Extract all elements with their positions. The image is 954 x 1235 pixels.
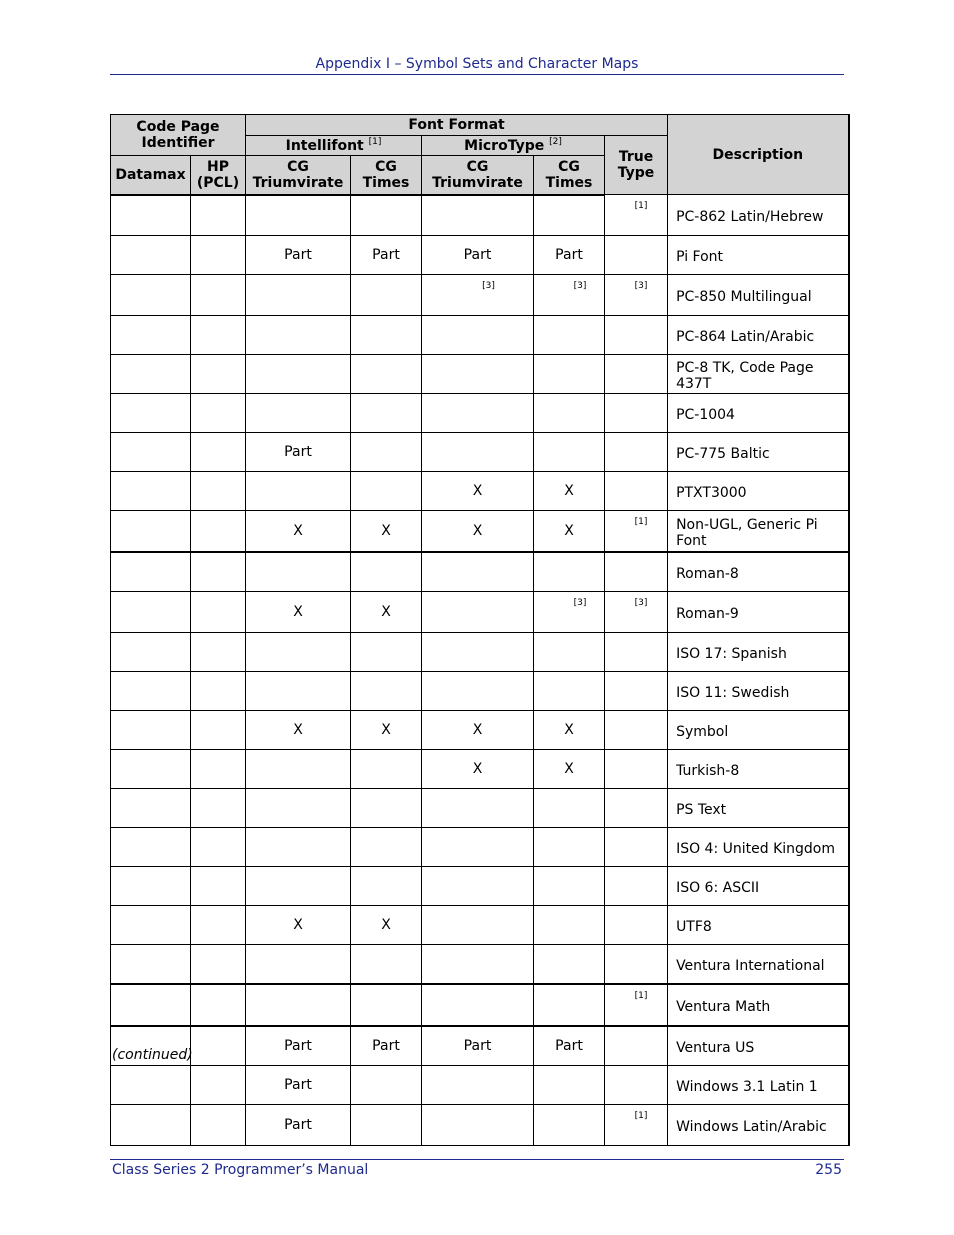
table-cell	[191, 1105, 246, 1146]
table-cell	[605, 433, 668, 472]
table-cell	[422, 906, 534, 945]
description-cell: Ventura International	[668, 945, 849, 985]
table-cell	[111, 906, 191, 945]
table-cell	[351, 394, 422, 433]
table-cell	[351, 472, 422, 511]
table-row	[111, 906, 849, 945]
table-row	[111, 433, 849, 472]
table-cell: X	[351, 711, 422, 750]
table-cell	[605, 906, 668, 945]
table-cell	[111, 472, 191, 511]
table-cell	[534, 867, 605, 906]
table-cell	[246, 867, 351, 906]
table-row	[111, 984, 849, 1026]
table-cell	[605, 1026, 668, 1066]
table-cell	[422, 195, 534, 236]
table-cell	[351, 316, 422, 355]
description-cell: Windows Latin/Arabic	[668, 1105, 849, 1146]
table-cell	[111, 1105, 191, 1146]
table-row	[111, 275, 849, 316]
microtype-cg-times-header: CG Times	[534, 156, 605, 195]
table-cell	[422, 633, 534, 672]
table-cell: X	[534, 711, 605, 750]
table-cell	[111, 355, 191, 394]
table-cell	[351, 552, 422, 592]
table-row	[111, 711, 849, 750]
table-cell	[191, 433, 246, 472]
true-type-header: True Type	[605, 136, 668, 195]
page-header-title: Appendix I – Symbol Sets and Character Maps	[315, 56, 639, 72]
hp-pcl-header: HP (PCL)	[191, 156, 246, 195]
table-cell: Part	[246, 433, 351, 472]
microtype-header: MicroType [2]	[422, 136, 605, 156]
table-cell	[246, 633, 351, 672]
description-cell: Roman-8	[668, 552, 849, 592]
table-cell	[191, 355, 246, 394]
table-cell	[191, 592, 246, 633]
description-cell: Non-UGL, Generic Pi Font	[668, 511, 849, 553]
table-cell	[422, 828, 534, 867]
table-cell	[246, 355, 351, 394]
description-cell: Ventura Math	[668, 984, 849, 1026]
table-cell	[191, 1026, 246, 1066]
table-cell	[422, 984, 534, 1026]
table-cell	[191, 867, 246, 906]
symbol-set-table	[110, 114, 850, 1146]
table-cell	[605, 1066, 668, 1105]
intellifont-cg-triumvirate-header: CG Triumvirate	[246, 156, 351, 195]
table-cell	[191, 552, 246, 592]
table-cell	[605, 355, 668, 394]
table-cell	[246, 195, 351, 236]
table-cell	[246, 672, 351, 711]
description-cell: ISO 11: Swedish	[668, 672, 849, 711]
table-row	[111, 1105, 849, 1146]
description-cell: PTXT3000	[668, 472, 849, 511]
table-cell	[191, 316, 246, 355]
table-cell: X	[246, 711, 351, 750]
table-cell	[534, 633, 605, 672]
table-cell: [3]	[605, 592, 668, 633]
table-cell	[111, 511, 191, 553]
description-cell: Turkish-8	[668, 750, 849, 789]
intellifont-footnote: [1]	[368, 136, 382, 147]
table-cell: X	[351, 906, 422, 945]
table-row	[111, 511, 849, 553]
description-cell: PC-850 Multilingual	[668, 275, 849, 316]
table-cell	[422, 355, 534, 394]
table-cell	[351, 945, 422, 985]
table-cell	[246, 828, 351, 867]
table-cell: X	[422, 750, 534, 789]
footer-page-number: 255	[815, 1162, 842, 1178]
description-cell: Pi Font	[668, 236, 849, 275]
description-cell: PC-8 TK, Code Page 437T	[668, 355, 849, 394]
table-cell	[534, 828, 605, 867]
table-row	[111, 552, 849, 592]
table-cell: Part	[534, 1026, 605, 1066]
table-cell	[191, 236, 246, 275]
table-cell	[605, 828, 668, 867]
table-cell	[534, 433, 605, 472]
table-cell	[422, 945, 534, 985]
table-cell	[534, 1066, 605, 1105]
description-cell: Ventura US	[668, 1026, 849, 1066]
table-row	[111, 750, 849, 789]
table-cell	[351, 828, 422, 867]
microtype-cg-triumvirate-header: CG Triumvirate	[422, 156, 534, 195]
table-cell	[191, 711, 246, 750]
table-row	[111, 592, 849, 633]
table-cell: [3]	[534, 592, 605, 633]
table-cell	[111, 867, 191, 906]
table-row	[111, 316, 849, 355]
table-cell	[605, 750, 668, 789]
table-cell: X	[351, 511, 422, 553]
table-cell: Part	[246, 1066, 351, 1105]
description-cell: Symbol	[668, 711, 849, 750]
table-cell: Part	[351, 1026, 422, 1066]
table-cell	[191, 511, 246, 553]
table-cell: X	[534, 472, 605, 511]
table-cell	[191, 1066, 246, 1105]
table-cell	[111, 633, 191, 672]
table-cell: [1]	[605, 984, 668, 1026]
table-cell	[605, 711, 668, 750]
table-cell	[534, 316, 605, 355]
table-cell: Part	[534, 236, 605, 275]
microtype-footnote: [2]	[549, 136, 562, 147]
table-cell: X	[422, 711, 534, 750]
description-cell: ISO 6: ASCII	[668, 867, 849, 906]
table-cell	[605, 633, 668, 672]
description-cell: PC-1004	[668, 394, 849, 433]
table-cell	[111, 672, 191, 711]
description-cell: Windows 3.1 Latin 1	[668, 1066, 849, 1105]
table-cell	[534, 789, 605, 828]
table-cell: [1]	[605, 511, 668, 553]
table-cell	[422, 1105, 534, 1146]
table-cell	[351, 789, 422, 828]
table-cell	[246, 316, 351, 355]
table-cell	[534, 195, 605, 236]
table-cell	[605, 672, 668, 711]
table-cell	[111, 236, 191, 275]
table-cell	[351, 984, 422, 1026]
table-cell: Part	[422, 1026, 534, 1066]
table-cell	[534, 552, 605, 592]
table-cell	[191, 275, 246, 316]
description-header: Description	[668, 115, 849, 195]
table-cell	[111, 1066, 191, 1105]
table-cell	[534, 945, 605, 985]
table-cell	[605, 394, 668, 433]
table-cell	[422, 789, 534, 828]
table-cell	[422, 394, 534, 433]
table-cell	[246, 984, 351, 1026]
table-cell	[422, 1066, 534, 1105]
table-cell	[351, 867, 422, 906]
table-cell	[534, 1105, 605, 1146]
table-cell	[351, 433, 422, 472]
table-cell	[191, 945, 246, 985]
table-row	[111, 828, 849, 867]
table-cell	[111, 316, 191, 355]
table-row	[111, 195, 849, 236]
table-cell	[191, 472, 246, 511]
code-page-identifier-header: Code Page Identifier	[111, 115, 246, 156]
table-cell	[191, 633, 246, 672]
table-cell: X	[351, 592, 422, 633]
table-cell	[111, 592, 191, 633]
table-body	[111, 195, 849, 1146]
description-cell: Roman-9	[668, 592, 849, 633]
table-cell	[422, 433, 534, 472]
table-cell	[111, 711, 191, 750]
table-cell	[191, 394, 246, 433]
table-cell	[534, 672, 605, 711]
table-cell	[111, 433, 191, 472]
table-cell	[246, 275, 351, 316]
table-cell	[422, 552, 534, 592]
table-cell	[534, 906, 605, 945]
table-cell	[111, 789, 191, 828]
table-cell: [1]	[605, 1105, 668, 1146]
table-cell: X	[246, 511, 351, 553]
table-cell	[191, 195, 246, 236]
continued-note: (continued)	[112, 1047, 193, 1063]
table-cell	[246, 789, 351, 828]
table-cell	[351, 672, 422, 711]
table-cell	[191, 984, 246, 1026]
table-cell: Part	[351, 236, 422, 275]
description-cell: PC-775 Baltic	[668, 433, 849, 472]
table-cell	[422, 592, 534, 633]
table-row	[111, 1026, 849, 1066]
table-cell	[351, 275, 422, 316]
table-cell	[111, 984, 191, 1026]
table-cell	[422, 867, 534, 906]
intellifont-header: Intellifont [1]	[246, 136, 422, 156]
table-cell	[111, 828, 191, 867]
table-cell: X	[422, 511, 534, 553]
table-cell	[191, 672, 246, 711]
table-cell	[111, 394, 191, 433]
table-cell: Part	[246, 236, 351, 275]
table-cell	[246, 472, 351, 511]
table-cell	[111, 275, 191, 316]
table-cell	[191, 750, 246, 789]
table-cell	[422, 672, 534, 711]
datamax-header: Datamax	[111, 156, 191, 195]
table-row	[111, 394, 849, 433]
table-cell	[351, 195, 422, 236]
table-cell	[605, 789, 668, 828]
description-cell: ISO 17: Spanish	[668, 633, 849, 672]
table-cell: X	[422, 472, 534, 511]
table-row	[111, 355, 849, 394]
description-cell: PS Text	[668, 789, 849, 828]
table-cell	[534, 394, 605, 433]
table-row	[111, 945, 849, 985]
description-cell: PC-862 Latin/Hebrew	[668, 195, 849, 236]
table-cell	[111, 945, 191, 985]
table-row	[111, 472, 849, 511]
table-cell	[191, 789, 246, 828]
intellifont-cg-times-header: CG Times	[351, 156, 422, 195]
table-row	[111, 1066, 849, 1105]
table-cell	[111, 195, 191, 236]
table-cell	[605, 867, 668, 906]
table-cell	[246, 750, 351, 789]
table-cell	[246, 394, 351, 433]
table-row	[111, 236, 849, 275]
table-row	[111, 789, 849, 828]
table-row	[111, 633, 849, 672]
description-cell: PC-864 Latin/Arabic	[668, 316, 849, 355]
table-cell	[605, 316, 668, 355]
table-cell	[351, 1105, 422, 1146]
footer-manual-title: Class Series 2 Programmer’s Manual	[112, 1162, 369, 1178]
table-cell: X	[534, 750, 605, 789]
table-cell: X	[534, 511, 605, 553]
table-cell	[111, 750, 191, 789]
table-cell	[605, 945, 668, 985]
table-cell	[422, 316, 534, 355]
table-cell: X	[246, 906, 351, 945]
table-cell	[605, 552, 668, 592]
footer-rule	[110, 1159, 844, 1160]
table-cell: [1]	[605, 195, 668, 236]
table-cell: [3]	[422, 275, 534, 316]
table-cell	[351, 633, 422, 672]
table-cell: Part	[246, 1105, 351, 1146]
table-cell	[534, 355, 605, 394]
table-cell	[534, 984, 605, 1026]
description-cell: UTF8	[668, 906, 849, 945]
table-cell	[191, 828, 246, 867]
table-cell	[111, 552, 191, 592]
table-cell	[246, 945, 351, 985]
description-cell: ISO 4: United Kingdom	[668, 828, 849, 867]
table-cell: Part	[422, 236, 534, 275]
font-format-header: Font Format	[246, 115, 668, 136]
table-cell: [3]	[534, 275, 605, 316]
table-cell	[351, 750, 422, 789]
table-cell	[246, 552, 351, 592]
table-cell: Part	[246, 1026, 351, 1066]
table-cell: [3]	[605, 275, 668, 316]
table-row	[111, 672, 849, 711]
header-rule	[110, 74, 844, 75]
table-cell	[605, 472, 668, 511]
table-cell	[191, 906, 246, 945]
table-cell: X	[246, 592, 351, 633]
table-cell	[351, 1066, 422, 1105]
table-row	[111, 867, 849, 906]
table-cell	[605, 236, 668, 275]
table-cell	[351, 355, 422, 394]
